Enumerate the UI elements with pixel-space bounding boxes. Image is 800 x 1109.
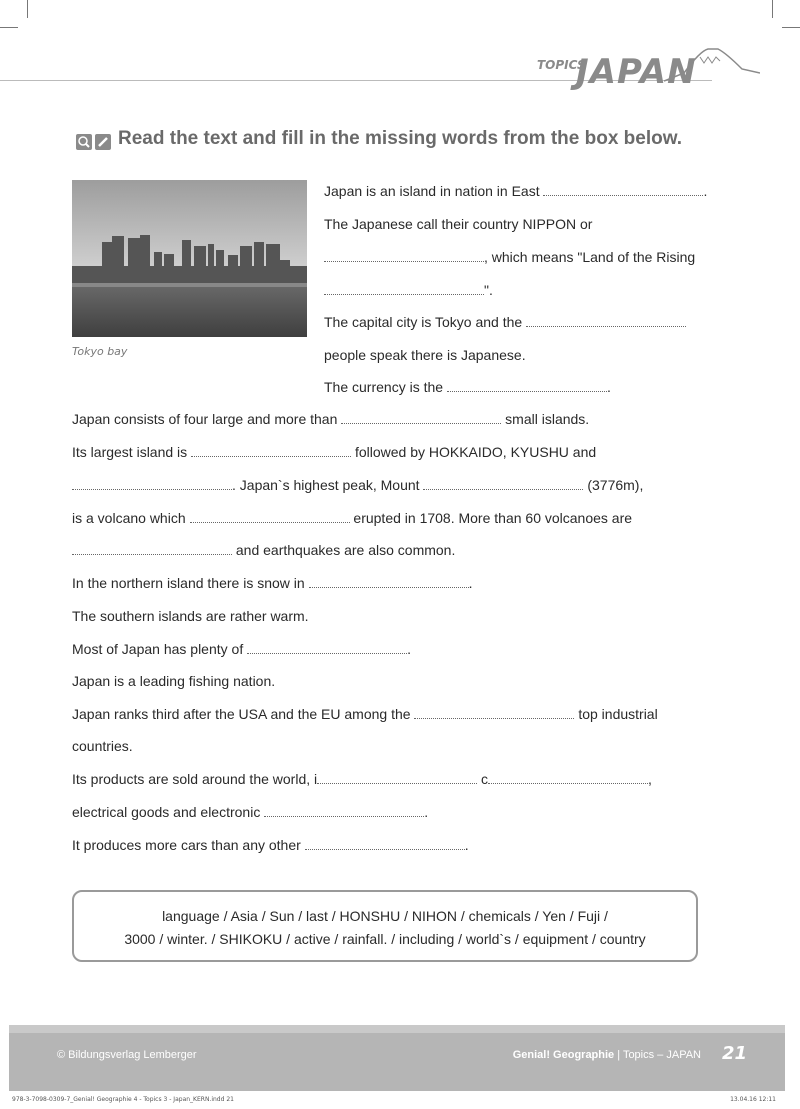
- text-line: [72, 541, 455, 559]
- blank-field[interactable]: [72, 477, 232, 490]
- text-segment: The Japanese call their country NIPPON or: [324, 216, 593, 232]
- tokyo-bay-photo: [72, 180, 307, 337]
- footer-copyright: © Bildungsverlag Lemberger: [57, 1049, 197, 1061]
- blank-field[interactable]: [543, 183, 703, 196]
- text-segment: .: [424, 804, 429, 820]
- text-segment: top industrial: [574, 706, 658, 722]
- word-box-line-1: language / Asia / Sun / last / HONSHU / NIHON / chemicals / Yen / Fuji /: [162, 908, 608, 924]
- text-line: [324, 346, 526, 364]
- text-line: [72, 705, 658, 723]
- text-segment: ,: [648, 771, 652, 787]
- text-segment: .: [464, 837, 469, 853]
- blank-field[interactable]: [488, 771, 648, 784]
- crop-mark: [782, 27, 800, 28]
- blank-field[interactable]: [423, 477, 583, 490]
- text-segment: Japan ranks third after the USA and the EU among the: [72, 706, 415, 722]
- text-segment: Its products are sold around the world, i: [72, 771, 318, 787]
- blank-field[interactable]: [72, 542, 232, 555]
- blank-field[interactable]: [191, 444, 351, 457]
- text-line: [72, 410, 589, 428]
- text-line: [72, 672, 275, 690]
- text-segment: electrical goods and electronic: [72, 804, 265, 820]
- text-segment: Japan consists of four large and more than: [72, 411, 342, 427]
- text-segment: The capital city is Tokyo and the: [324, 314, 527, 330]
- text-line: [72, 803, 428, 821]
- blank-field[interactable]: [305, 837, 465, 850]
- word-box-line-2: 3000 / winter. / SHIKOKU / active / rainfall. / including / world`s / equipment / country: [124, 931, 646, 947]
- text-segment: , which means "Land of the Rising: [484, 249, 696, 265]
- text-line: [324, 248, 695, 266]
- photo-caption: Tokyo bay: [72, 345, 128, 358]
- blank-field[interactable]: [190, 510, 350, 523]
- text-line: [324, 313, 686, 331]
- text-segment: The southern islands are rather warm.: [72, 608, 309, 624]
- crop-mark: [27, 0, 28, 18]
- text-line: [72, 737, 133, 755]
- text-line: [324, 215, 592, 233]
- text-segment: It produces more cars than any other: [72, 837, 305, 853]
- text-line: [72, 836, 469, 854]
- blank-field[interactable]: [309, 575, 469, 588]
- crop-mark: [772, 0, 773, 18]
- page-number: 21: [721, 1043, 747, 1064]
- print-slug-date: 13.04.16 12:11: [730, 1096, 776, 1103]
- text-line: [72, 443, 596, 461]
- text-segment: The currency is the: [324, 379, 447, 395]
- blank-field[interactable]: [526, 314, 686, 327]
- text-line: [72, 607, 309, 625]
- text-segment: followed by HOKKAIDO, KYUSHU and: [351, 444, 597, 460]
- text-line: [324, 281, 493, 299]
- blank-field[interactable]: [414, 706, 574, 719]
- text-segment: Its largest island is: [72, 444, 192, 460]
- blank-field[interactable]: [247, 641, 407, 654]
- blank-field[interactable]: [447, 379, 607, 392]
- blank-field[interactable]: [317, 771, 477, 784]
- text-segment: Japan is a leading fishing nation.: [72, 673, 276, 689]
- text-line: [324, 378, 611, 396]
- text-segment: Japan is an island in nation in East: [324, 183, 544, 199]
- header-topics: TOPICS: [537, 58, 586, 72]
- text-segment: .: [468, 575, 473, 591]
- header-title: JAPAN: [576, 52, 697, 92]
- text-line: [72, 476, 643, 494]
- crop-mark: [0, 27, 18, 28]
- magnifier-icon: [76, 134, 92, 150]
- instruction-text: Read the text and fill in the missing words from the box below.: [118, 128, 683, 149]
- text-segment: erupted in 1708. More than 60 volcanoes are: [349, 510, 633, 526]
- text-line: [72, 574, 472, 592]
- text-segment: .: [606, 379, 611, 395]
- text-segment: and earthquakes are also common.: [232, 542, 456, 558]
- text-line: [324, 182, 707, 200]
- footer-series: [513, 1049, 701, 1061]
- text-segment: people speak there is Japanese.: [324, 347, 526, 363]
- page-footer: [9, 1025, 785, 1091]
- footer-series-rest: | Topics – JAPAN: [614, 1049, 701, 1061]
- text-segment: .: [407, 641, 411, 657]
- text-segment: Most of Japan has plenty of: [72, 641, 248, 657]
- text-line: [72, 640, 411, 658]
- footer-series-bold: Genial! Geographie: [512, 1049, 615, 1061]
- text-segment: (3776m),: [583, 477, 644, 493]
- blank-field[interactable]: [324, 249, 484, 262]
- text-segment: is a volcano which: [72, 510, 190, 526]
- footer-stripe: [9, 1025, 785, 1033]
- blank-field[interactable]: [341, 411, 501, 424]
- text-segment: countries.: [72, 738, 133, 754]
- text-segment: In the northern island there is snow in: [72, 575, 309, 591]
- text-line: [72, 770, 652, 788]
- print-slug-file: 978-3-7098-0309-7_Genial! Geographie 4 - Topics 3 - Japan_KERN.indd 21: [12, 1096, 234, 1103]
- mount-fuji-icon: [664, 43, 760, 83]
- text-segment: ".: [484, 282, 493, 298]
- blank-field[interactable]: [264, 804, 424, 817]
- text-segment: small islands.: [501, 411, 590, 427]
- text-segment: .: [703, 183, 708, 199]
- text-segment: c: [477, 771, 489, 787]
- text-line: [72, 509, 632, 527]
- pencil-icon: [95, 134, 111, 150]
- instruction-icons: [76, 134, 111, 150]
- blank-field[interactable]: [324, 282, 484, 295]
- text-segment: . Japan`s highest peak, Mount: [232, 477, 424, 493]
- word-box: [72, 890, 698, 962]
